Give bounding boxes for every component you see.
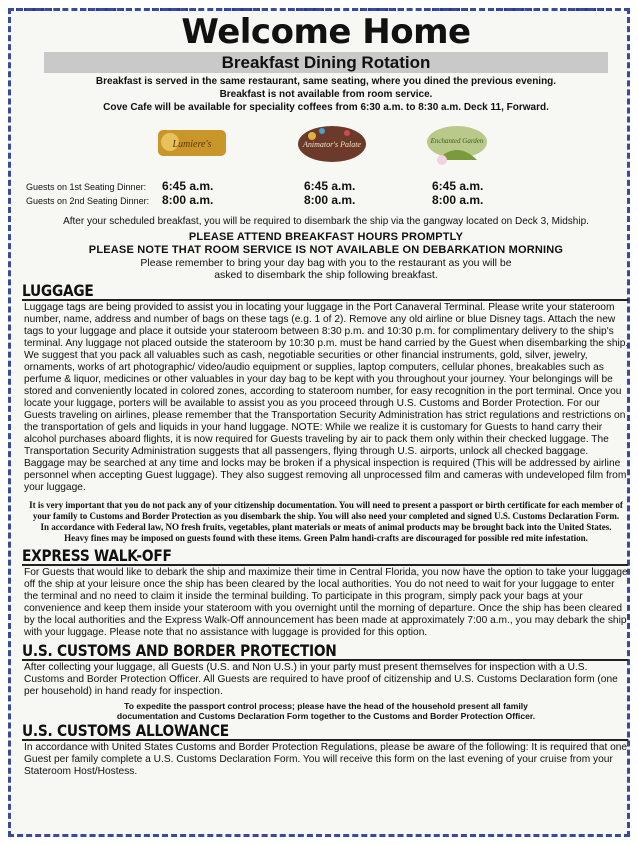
disembark-text: After your scheduled breakfast, you will be required to disembark the ship via the gangway located on Deck 3, Midship. bbox=[63, 216, 589, 227]
customs-note bbox=[22, 701, 630, 721]
time-first-garden: 6:45 a.m. bbox=[432, 179, 484, 193]
customs-note-line: To expedite the passport control process; please have the head of the household present all family bbox=[124, 701, 528, 711]
intro-line: Breakfast is not available from room service. bbox=[219, 89, 433, 100]
seating-times bbox=[22, 180, 630, 208]
luggage-body: Luggage tags are being provided to assist you in locating your luggage in the Port Canaveral Terminal. Please write your stateroom number, name, address and number of bags on these tags (e.g. 1 of 2). Remove any old airline or blue Disney tags. Attach the new tags to your luggage and place it outside your stateroom between 8:30 p.m. and 10:30 p.m. for complimentary delivery to the ship's terminal. Any luggage not placed outside the stateroom by 10:30 p.m. must be hand carried by the Guest when disembarking the ship. We suggest that you pack all valuables such as cash, negotiable securities or other financial instruments, gold, silver, jewelry, ornaments, works of art photographic/ video/audio equipment or supplies, laptop computers, cellular phones, breakables such as perfume & liquor, medicines or other valuables in your day bag to be kept with you throughout your journey. Your belongings will be stored and conveniently located in colored zones, according to stateroom number, for easy recognition in the port terminal. Once you locate your luggage, porters will be available to assist you as you proceed through U.S. Customs and Border Protection. For our Guests traveling on airlines, please remember that the Transportation Security Administration has strict regulations and restrictions on the transportation of gels and liquids in your hand luggage. NOTE: While we realize it is customary for Guests to hand carry their alcohol purchases aboard flights, it is now required for Guests traveling by air to pack them only within their checked luggage. The Transportation Security Administration suggests that all passengers, flying through U.S. airports, unlock all checked baggage. Baggage may be searched at any time and locks may be broken if a physical inspection is required (This will be addressed by airline personnel when accepting Guest luggage). They also suggest removing all unprocessed film and cameras with undeveloped film from your luggage. bbox=[24, 302, 629, 493]
customs-heading: U.S. CUSTOMS AND BORDER PROTECTION bbox=[22, 643, 629, 661]
time-first-lumieres: 6:45 a.m. bbox=[162, 179, 214, 193]
restaurant-logos bbox=[22, 120, 630, 180]
animators-palate-logo-text: Animator's Palate bbox=[303, 140, 361, 149]
second-seating-label: Guests on 2nd Seating Dinner: bbox=[26, 196, 150, 206]
time-second-animators: 8:00 a.m. bbox=[304, 193, 356, 207]
first-seating-label: Guests on 1st Seating Dinner: bbox=[26, 182, 147, 192]
intro-line: Cove Cafe will be available for speciality coffees from 6:30 a.m. to 8:30 a.m. Deck 11, Forward. bbox=[103, 102, 549, 113]
luggage-heading: LUGGAGE bbox=[22, 283, 629, 301]
intro-line: Breakfast is served in the same restaurant, same seating, where you dined the previous evening. bbox=[95, 76, 557, 87]
lumieres-logo bbox=[152, 120, 232, 170]
content bbox=[22, 14, 630, 778]
allowance-heading: U.S. CUSTOMS ALLOWANCE bbox=[22, 723, 629, 741]
customs-note-line: documentation and Customs Declaration Form together to the Customs and Border Protection Officer. bbox=[116, 711, 536, 721]
express-body: For Guests that would like to debark the ship and maximize their time in Central Florida, you now have the option to take your luggage off the ship at your leisure once the ship has been cleared by the local authorities. You do not need to wait for your luggage to enter the terminal and no need to claim it inside the terminal building. To participate in this program, simply pack your bags at your convenience and keep them inside your stateroom with you overnight until the morning of departure. Once the ship has been cleared by the local authorities and the Express Walk-Off announcement has been made at approximately 7:00 a.m., you may debark the ship with your luggage. Please note that no assistance with luggage is provided for this option. bbox=[24, 567, 628, 638]
express-heading: EXPRESS WALK-OFF bbox=[22, 548, 629, 566]
time-first-animators: 6:45 a.m. bbox=[304, 179, 356, 193]
intro-block bbox=[22, 75, 630, 114]
subtitle-bar: Breakfast Dining Rotation bbox=[44, 52, 608, 73]
enchanted-garden-logo-text: Enchanted Garden bbox=[430, 137, 484, 145]
customs-body: After collecting your luggage, all Guests (U.S. and Non U.S.) in your party must present themselves for inspection with a U.S. Customs and Border Protection Officer. All Guests are required to have proof of citizenship and U.S. Customs Declaration form (one per household) in hand ready for inspection. bbox=[24, 662, 618, 697]
page-title: Welcome Home bbox=[181, 12, 471, 52]
allowance-body: In accordance with United States Customs and Border Protection Regulations, please be aware of the following: It is required that one Guest per family complete a U.S. Customs Declaration Form. You will receive this form on the last evening of your cruise from your Stateroom Host/Hostess. bbox=[24, 742, 628, 777]
time-second-lumieres: 8:00 a.m. bbox=[162, 193, 214, 207]
remember-line: Please remember to bring your day bag with you to the restaurant as you will be bbox=[140, 257, 512, 269]
time-second-garden: 8:00 a.m. bbox=[432, 193, 484, 207]
enchanted-garden-logo bbox=[417, 120, 497, 170]
luggage-important-note: It is very important that you do not pack any of your citizenship documentation. You will need to present a passport or birth certificate for each member of your family to Customs and Border Protection as you disembark the ship. You will also need your completed and signed U.S. Customs Declaration Form. In accordance with Federal law, NO fresh fruits, vegetables, plant materials or meats of animal products may be brought back into the United States. Heavy fines may be imposed on guests found with these items. Green Palm handi-crafts are discouraged for possible red mite infestation. bbox=[29, 500, 623, 543]
animators-palate-logo bbox=[292, 120, 372, 170]
notice-line: PLEASE NOTE THAT ROOM SERVICE IS NOT AVAILABLE ON DEBARKATION MORNING bbox=[88, 244, 564, 256]
remember-line: asked to disembark the ship following breakfast. bbox=[214, 269, 438, 281]
lumieres-logo-text: Lumiere's bbox=[172, 139, 212, 150]
notice-line: PLEASE ATTEND BREAKFAST HOURS PROMPTLY bbox=[188, 231, 464, 243]
